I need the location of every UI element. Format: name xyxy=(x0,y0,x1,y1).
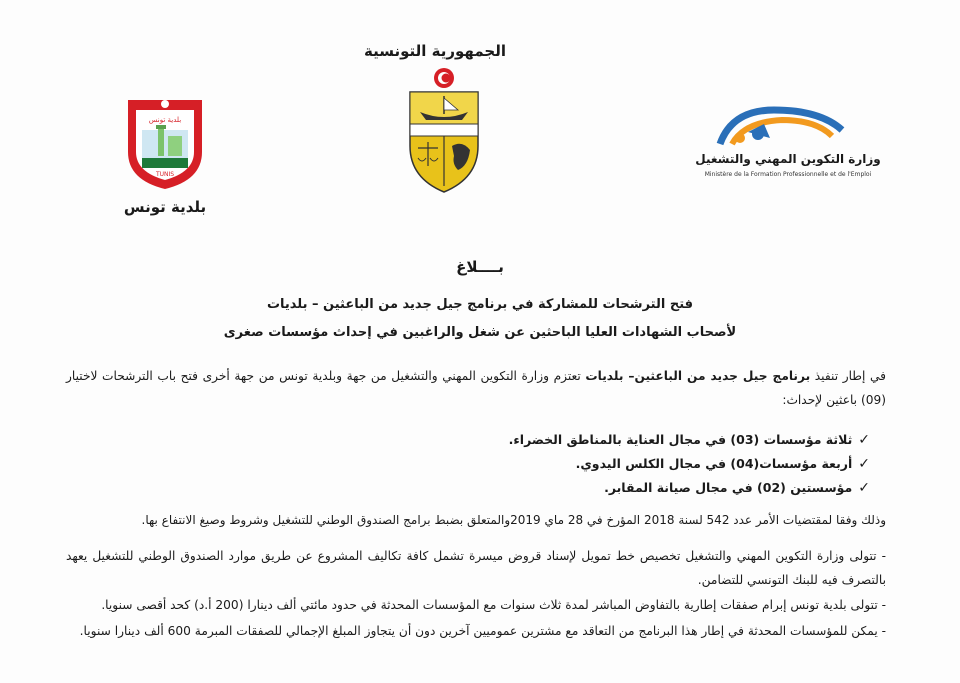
bullet-paragraph-contracts: - تتولى بلدية تونس إبرام صفقات إطارية بالتفاوض المباشر لمدة ثلاث سنوات مع المؤسسات المحدثة في حدود مائتي ألف دينارا (200 أ.د) كحد أقصى سنويا. xyxy=(101,598,886,612)
municipality-label: بلدية تونس xyxy=(123,198,207,216)
bullet-paragraph-financing: - تتولى وزارة التكوين المهني والتشغيل تخصيص خط تمويل لإسناد قروض ميسرة تشمل كافة تكاليف المشروع عن طريق موارد الصندوق الوطني للتشغيل يعهد بالتصرف فيه للبنك التونسي للتضامن. xyxy=(66,549,886,587)
notice-title: بــــلاغ xyxy=(456,258,504,276)
checkmark-icon: ✓ xyxy=(858,480,870,496)
national-coat-of-arms-icon xyxy=(404,66,484,196)
ministry-name-fr: Ministère de la Formation Professionnelle et de l'Emploi xyxy=(704,171,872,178)
list-item-text: مؤسستين (02) في مجال صيانة المقابر. xyxy=(604,480,853,495)
republic-title: الجمهورية التونسية xyxy=(364,42,506,60)
intro-text-a: في إطار تنفيذ xyxy=(810,369,886,383)
intro-program-name: برنامج جيل جديد من الباعثين– بلديات xyxy=(585,369,811,383)
emblem-text: بلدية تونس xyxy=(148,116,182,124)
intro-paragraph xyxy=(66,364,886,412)
list-item xyxy=(170,452,870,476)
checkmark-icon: ✓ xyxy=(858,456,870,472)
notice-subtitle-line1: فتح الترشحات للمشاركة في برنامج جيل جديد من الباعثين – بلديات xyxy=(266,297,694,312)
ministry-name-ar: وزارة التكوين المهني والتشغيل xyxy=(695,152,881,166)
checkmark-icon: ✓ xyxy=(858,432,870,448)
list-item-text: ثلاثة مؤسسات (03) في مجال العناية بالمناطق الخضراء. xyxy=(508,432,853,447)
bullet-paragraph-public-buyers: - يمكن للمؤسسات المحدثة في إطار هذا البرنامج من التعاقد مع مشترين عموميين آخرين دون أن يتجاوز المبلغ الإجمالي للصفقات المبرمة 600 ألف دينارا سنويا. xyxy=(79,624,886,638)
list-item-text: أربعة مؤسسات(04) في مجال الكلس اليدوي. xyxy=(575,456,853,471)
ministry-logo-icon xyxy=(712,104,862,152)
intro-text-b: تعتزم وزارة التكوين المهني والتشغيل من جهة وبلدية تونس من جهة أخرى فتح باب الترشحات لاختيار (09) باعثين لإحداث: xyxy=(66,369,886,407)
decree-paragraph: وذلك وفقا لمقتضيات الأمر عدد 542 لسنة 2018 المؤرخ في 28 ماي 2019والمتعلق بضبط برامج الصندوق الوطني للتشغيل وشروط وصيغ الانتفاع بها. xyxy=(141,513,886,527)
list-item xyxy=(170,476,870,500)
emblem-text-fr: TUNIS xyxy=(155,171,175,178)
list-item xyxy=(170,428,870,452)
tunis-municipality-emblem-icon xyxy=(120,92,210,192)
enterprise-checklist xyxy=(170,428,870,500)
notice-subtitle-line2: لأصحاب الشهادات العليا الباحثين عن شغل والراغبين في إحداث مؤسسات صغرى xyxy=(223,325,737,340)
